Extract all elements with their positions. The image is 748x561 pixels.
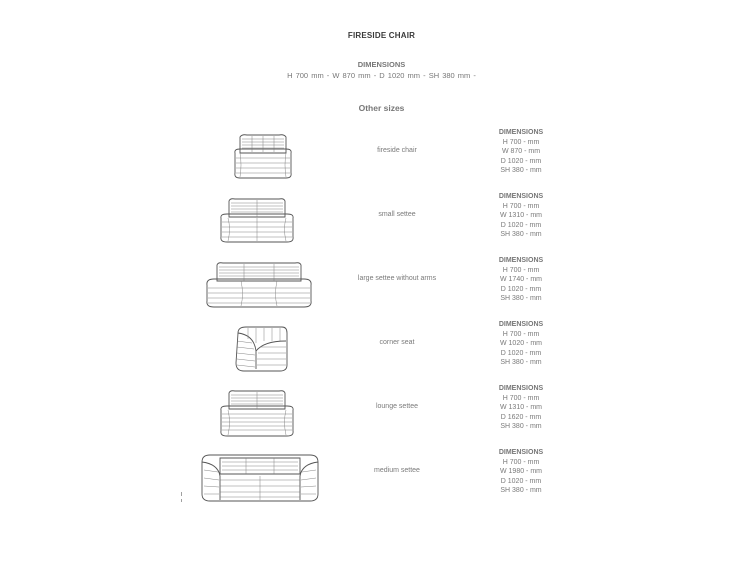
size-depth: D 1020 - mm (500, 349, 542, 357)
size-seat-height: SH 380 - mm (500, 167, 542, 175)
size-name: fireside chair (377, 147, 417, 154)
fireside-chair-illustration (232, 133, 294, 179)
page-marker-tick (181, 492, 182, 502)
size-dimensions-heading: DIMENSIONS (498, 449, 544, 456)
size-dimensions-heading: DIMENSIONS (498, 257, 544, 264)
size-width: W 1980 - mm (499, 468, 542, 476)
small-settee-illustration (218, 197, 296, 243)
size-dimensions-heading: DIMENSIONS (498, 321, 544, 328)
size-seat-height: SH 380 - mm (500, 487, 542, 495)
size-dimensions (491, 256, 551, 304)
size-row-medium-settee (0, 448, 748, 512)
size-dimensions-heading: DIMENSIONS (498, 129, 544, 136)
size-row-fireside-chair (0, 128, 748, 192)
size-row-large-settee (0, 256, 748, 320)
size-height: H 700 - mm (502, 394, 540, 402)
size-height: H 700 - mm (502, 266, 540, 274)
size-dimensions (491, 448, 551, 496)
size-seat-height: SH 380 - mm (500, 423, 542, 431)
size-depth: D 1020 - mm (500, 221, 542, 229)
size-dimensions (491, 192, 551, 240)
size-dimensions (491, 384, 551, 432)
size-row-corner-seat (0, 320, 748, 384)
other-sizes-heading: Other sizes (358, 103, 405, 113)
medium-settee-illustration (198, 452, 322, 502)
size-dimensions (491, 320, 551, 368)
size-width: W 870 - mm (501, 148, 541, 156)
size-height: H 700 - mm (502, 330, 540, 338)
size-name: corner seat (379, 339, 415, 346)
size-depth: D 1020 - mm (500, 477, 542, 485)
size-seat-height: SH 380 - mm (500, 359, 542, 367)
size-width: W 1310 - mm (499, 212, 542, 220)
size-dimensions-heading: DIMENSIONS (498, 385, 544, 392)
lounge-settee-illustration (218, 389, 296, 437)
dimensions-values: H 700 mm - W 870 mm - D 1020 mm - SH 380 mm - (287, 71, 476, 80)
dimensions-heading: DIMENSIONS (357, 60, 406, 69)
size-row-lounge-settee (0, 384, 748, 448)
size-width: W 1310 - mm (499, 404, 542, 412)
size-seat-height: SH 380 - mm (500, 295, 542, 303)
size-width: W 1020 - mm (499, 340, 542, 348)
size-height: H 700 - mm (502, 202, 540, 210)
size-name: medium settee (374, 467, 420, 474)
size-width: W 1740 - mm (499, 276, 542, 284)
size-height: H 700 - mm (502, 458, 540, 466)
size-name: large settee without arms (357, 275, 437, 282)
size-seat-height: SH 380 - mm (500, 231, 542, 239)
size-depth: D 1020 - mm (500, 285, 542, 293)
size-name: lounge settee (375, 403, 419, 410)
page-title: FIRESIDE CHAIR (347, 31, 416, 40)
size-row-small-settee (0, 192, 748, 256)
size-depth: D 1620 - mm (500, 413, 542, 421)
size-depth: D 1020 - mm (500, 157, 542, 165)
size-height: H 700 - mm (502, 138, 540, 146)
size-dimensions (491, 128, 551, 176)
size-dimensions-heading: DIMENSIONS (498, 193, 544, 200)
size-name: small settee (378, 211, 416, 218)
large-settee-illustration (204, 261, 314, 309)
corner-seat-illustration (230, 325, 290, 373)
